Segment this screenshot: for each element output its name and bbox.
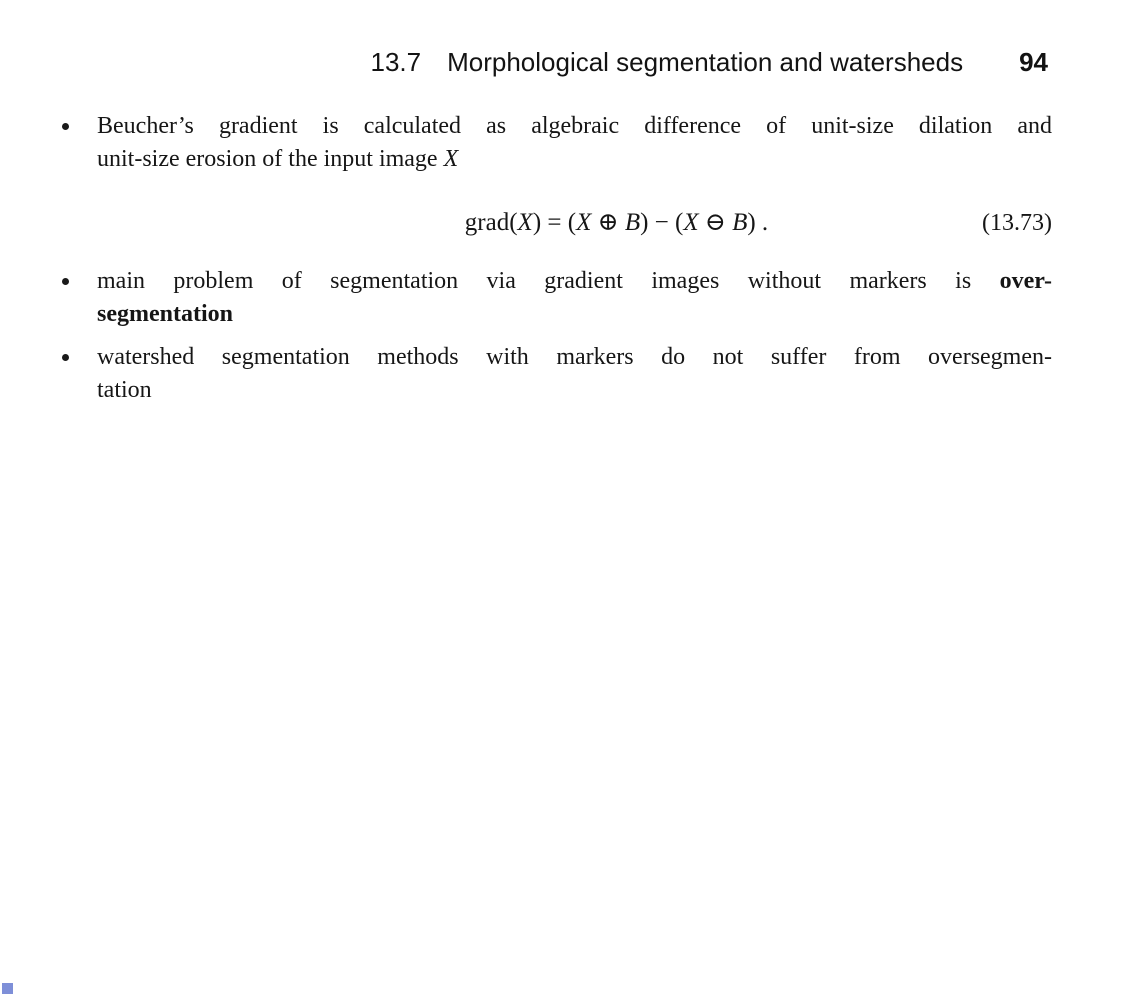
math-variable: B xyxy=(732,209,748,236)
dilation-operator: ⊕ xyxy=(591,209,625,236)
section-number: 13.7 xyxy=(370,47,422,77)
math-variable: X xyxy=(517,209,533,236)
bullet-text-line: tation xyxy=(97,377,152,403)
eq-part: ) . xyxy=(747,209,769,236)
eq-part: grad( xyxy=(464,209,518,236)
bullet-text-line: segmentation xyxy=(97,301,233,327)
bullet-dot-icon xyxy=(62,354,69,361)
math-variable: B xyxy=(624,209,641,236)
bullet-dot-icon xyxy=(62,123,69,130)
eq-part: ) = ( xyxy=(532,209,577,236)
bullet-item-gradient xyxy=(97,110,1052,176)
math-variable: X xyxy=(576,209,592,236)
header-title xyxy=(370,47,963,77)
bullet-text-line: Beucher’s gradient is calculated as algebraic difference of unit-size dilation and xyxy=(97,113,1052,139)
section-title: Morphological segmentation and watersheds xyxy=(447,47,964,77)
bullet-item-markers xyxy=(97,341,1052,407)
equation xyxy=(97,205,1052,241)
math-variable: X xyxy=(683,209,699,236)
math-variable: X xyxy=(443,146,459,172)
eq-part: ) − ( xyxy=(640,209,684,236)
page-body xyxy=(97,110,1052,407)
bullet-text-bold: over- xyxy=(999,268,1052,294)
bullet-text-line: watershed segmentation methods with markers do not suffer from oversegmen- xyxy=(97,344,1052,370)
bullet-dot-icon xyxy=(62,278,69,285)
bullet-text-line xyxy=(97,143,1052,176)
page-header xyxy=(97,47,1048,77)
equation-formula xyxy=(465,209,768,236)
nav-link-marker[interactable] xyxy=(2,983,13,994)
bullet-text: unit-size erosion of the input image xyxy=(97,146,444,172)
bullet-text: main problem of segmentation via gradient images without markers is xyxy=(97,268,1000,294)
page-number: 94 xyxy=(1019,47,1048,77)
bullet-item-oversegmentation xyxy=(97,265,1052,331)
bullet-text-line xyxy=(97,265,1052,298)
erosion-operator: ⊖ xyxy=(698,209,733,236)
equation-number: (13.73) xyxy=(982,210,1052,236)
